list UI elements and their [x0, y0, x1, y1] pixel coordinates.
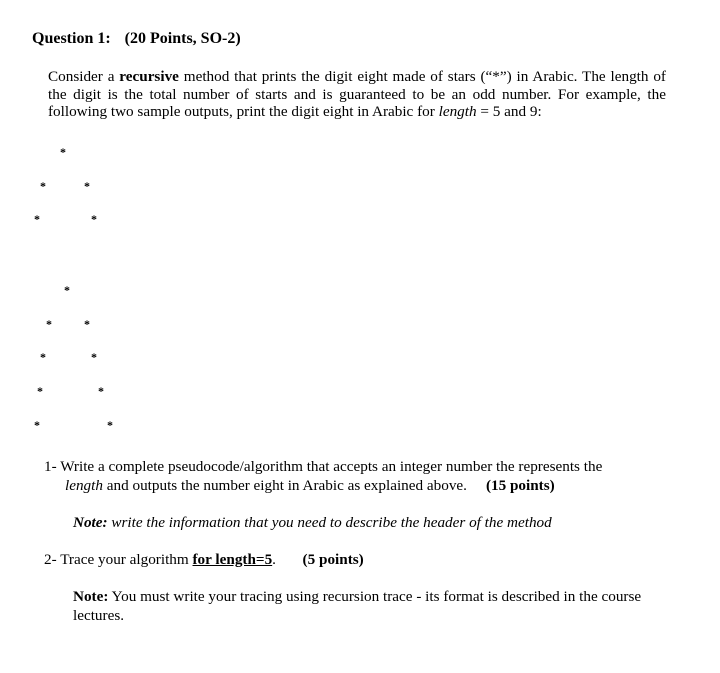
- intro-bold-recursive: recursive: [119, 68, 179, 85]
- star: *: [34, 212, 40, 226]
- star: *: [64, 283, 70, 297]
- task-1-text-b: and outputs the number eight in Arabic as explained above.: [102, 476, 467, 494]
- intro-text-1: Consider a: [48, 68, 120, 85]
- task-2-text-a: Trace your algorithm: [60, 551, 193, 568]
- star: *: [40, 350, 46, 364]
- star: *: [98, 384, 104, 398]
- star: *: [40, 179, 46, 193]
- star: *: [84, 179, 90, 193]
- note-1: [73, 514, 552, 533]
- star: *: [91, 212, 97, 226]
- question-heading: [32, 30, 241, 48]
- task-1-text-a: Write a complete pseudocode/algorithm that accepts an integer number the represents the: [60, 458, 603, 475]
- task-1-italic-length: length: [65, 476, 103, 494]
- note-1-label: Note:: [73, 514, 108, 531]
- task-2: [44, 551, 364, 570]
- task-2-points: (5 points): [302, 551, 364, 568]
- intro-text-3: = 5 and 9:: [476, 103, 542, 120]
- note-2-text: You must write your tracing using recursion trace - its format is described in the course lectures.: [73, 588, 642, 624]
- task-1: [44, 458, 660, 495]
- intro-text-2: method that prints the digit eight made of stars (“*”) in Arabic. The length of the digit is the total number of starts and is guaranteed to be an odd number. For example, the following two sample outputs, print the digit eight in Arabic for: [48, 68, 666, 120]
- question-points: (20 Points, SO-2): [124, 30, 241, 47]
- star: *: [107, 418, 113, 432]
- task-2-text-b: .: [272, 551, 276, 568]
- question-intro: [48, 68, 666, 121]
- note-1-text: write the information that you need to describe the header of the method: [107, 514, 552, 531]
- question-label: Question 1:: [32, 30, 111, 47]
- star: *: [37, 384, 43, 398]
- task-2-number: 2-: [44, 551, 57, 568]
- task-1-number: 1-: [44, 458, 57, 475]
- star: *: [84, 317, 90, 331]
- star: *: [34, 418, 40, 432]
- task-1-points: (15 points): [485, 476, 555, 494]
- intro-italic-length: length: [438, 103, 477, 120]
- star: *: [46, 317, 52, 331]
- note-2: [73, 588, 663, 625]
- star: *: [60, 145, 66, 159]
- note-2-label: Note:: [73, 588, 109, 605]
- task-2-underlined: for length=5: [192, 551, 273, 568]
- star: *: [91, 350, 97, 364]
